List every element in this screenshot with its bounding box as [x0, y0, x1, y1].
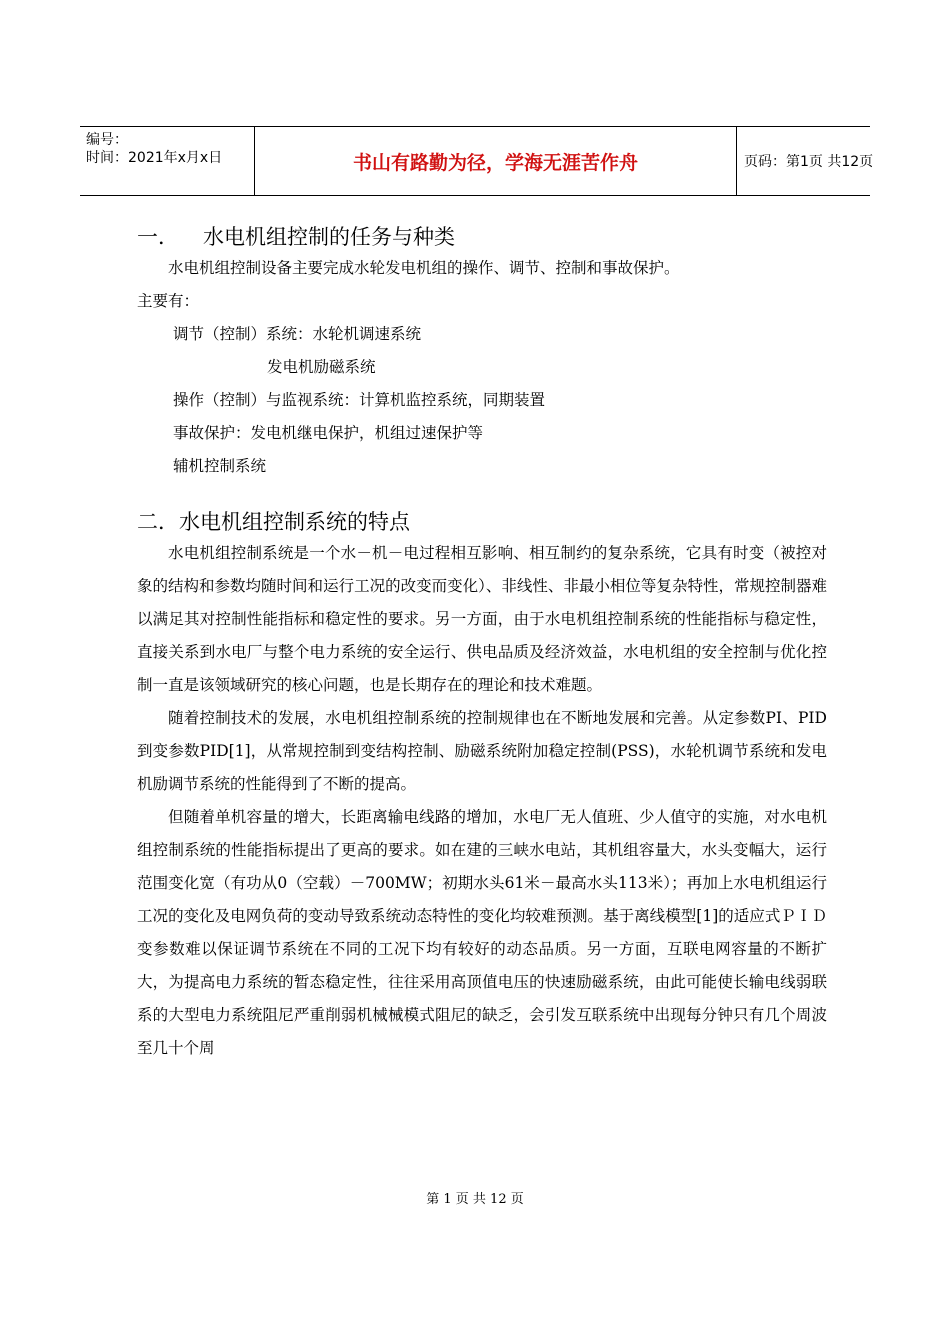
list-item: 操作（控制）与监视系统：计算机监控系统，同期装置 [173, 391, 546, 409]
section-2-paragraph: 水电机组控制系统是一个水－机－电过程相互影响、相互制约的复杂系统，它具有时变（被控对象的结构和参数均随时间和运行工况的改变而变化）、非线性、非最小相位等复杂特性，常规控制器难以满足其对控制性能指标和稳定性的要求。另一方面，由于水电机组控制系统的性能指标与稳定性，直接关系到水电厂与整个电力系统的安全运行、供电品质及经济效益，水电机组的安全控制与优化控制一直是该领域研究的核心问题，也是长期存在的理论和技术难题。 [137, 544, 827, 694]
header-meta-cell [80, 127, 254, 195]
header-page-info: 页码：第1页 共12页 [744, 154, 874, 170]
section-1-number: 一． [137, 225, 179, 249]
section-2-paragraph: 随着控制技术的发展，水电机组控制系统的控制规律也在不断地发展和完善。从定参数PI、PID到变参数PID[1]，从常规控制到变结构控制、励磁系统附加稳定控制(PSS)，水轮机调节系统和发电机励调节系统的性能得到了不断的提高。 [137, 709, 827, 793]
list-item: 发电机励磁系统 [267, 358, 376, 376]
section-1-heading [137, 222, 827, 252]
list-item: 事故保护：发电机继电保护，机组过速保护等 [173, 424, 484, 442]
header-motto: 书山有路勤为径，学海无涯苦作舟 [254, 127, 737, 195]
document-body [137, 222, 827, 1065]
section-2-title: 水电机组控制系统的特点 [179, 510, 410, 534]
list-item: 调节（控制）系统：水轮机调速系统 [173, 325, 422, 343]
section-1-main-label: 主要有： [137, 292, 200, 310]
section-1-title: 水电机组控制的任务与种类 [203, 225, 455, 249]
page-footer: 第 1 页 共 12 页 [426, 1192, 524, 1207]
list-item: 辅机控制系统 [173, 457, 267, 475]
section-2-number: 二． [137, 510, 179, 534]
document-header [80, 126, 874, 196]
section-2-heading [137, 507, 827, 537]
header-number-label: 编号： [86, 132, 128, 148]
header-time-label: 时间：2021年x月x日 [86, 150, 223, 166]
section-2-paragraph: 但随着单机容量的增大，长距离输电线路的增加，水电厂无人值班、少人值守的实施，对水电机组控制系统的性能指标提出了更高的要求。如在建的三峡水电站，其机组容量大，水头变幅大，运行范围变化宽（有功从0（空载）－700MW；初期水头61米－最高水头113米）；再加上水电机组运行工况的变化及电网负荷的变动导致系统动态特性的变化均较难预测。基于离线模型[1]的适应式ＰＩＤ变参数难以保证调节系统在不同的工况下均有较好的动态品质。另一方面，互联电网容量的不断扩大，为提高电力系统的暂态稳定性，往往采用高顶值电压的快速励磁系统，由此可能使长输电线弱联系的大型电力系统阻尼严重削弱机械械模式阻尼的缺乏，会引发互联系统中出现每分钟只有几个周波至几十个周 [137, 808, 827, 1057]
section-1-intro: 水电机组控制设备主要完成水轮发电机组的操作、调节、控制和事故保护。 [168, 259, 680, 277]
